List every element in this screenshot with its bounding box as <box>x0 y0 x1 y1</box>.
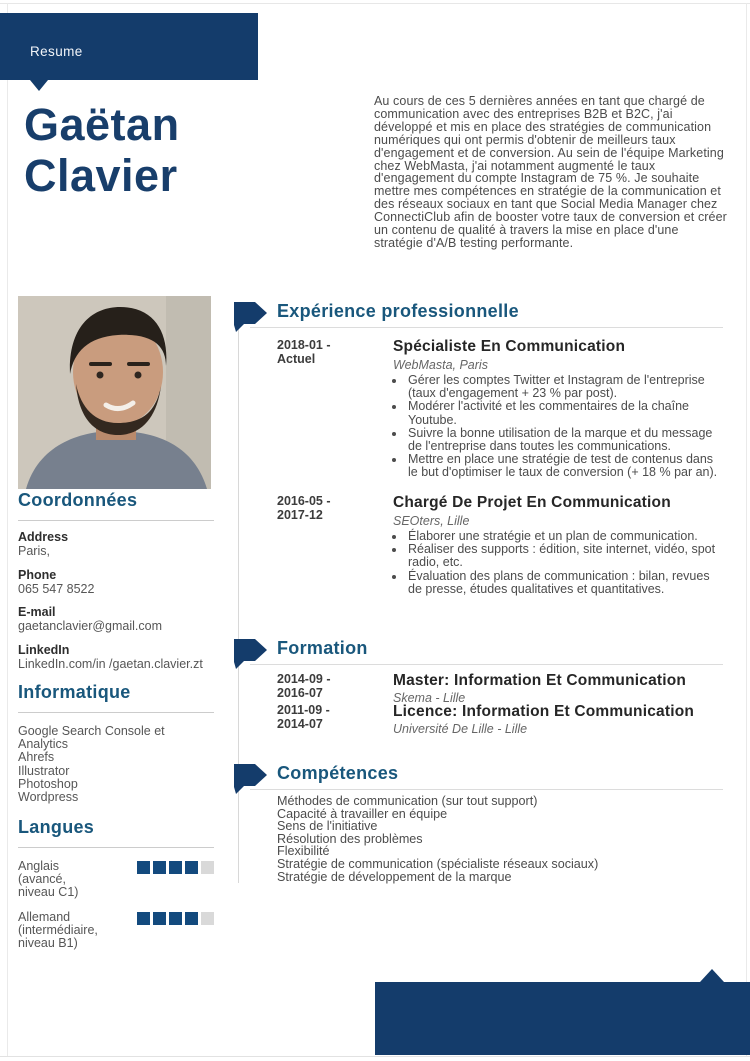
skills-section-title: Compétences <box>277 763 399 783</box>
job-duty: • Élaborer une stratégie et un plan de communication. <box>406 530 725 543</box>
computer-skills-list <box>18 725 214 804</box>
experience-entry <box>277 338 725 480</box>
level-square-filled <box>169 861 182 874</box>
job-title: Spécialiste En Communication <box>393 338 626 355</box>
job-duties-list <box>393 374 725 480</box>
computer-skill-item: Photoshop <box>18 776 78 791</box>
footer-bar-notch <box>700 969 724 982</box>
first-name: Gaëtan <box>24 99 180 150</box>
computer-skills-section <box>18 682 214 804</box>
header-bar-tail <box>30 80 48 91</box>
date-from: 2018-01 - <box>277 338 331 352</box>
education-divider <box>250 664 723 665</box>
contact-item <box>18 605 214 634</box>
education-details <box>393 703 725 736</box>
level-square-filled <box>169 912 182 925</box>
language-row <box>18 911 214 950</box>
contact-item <box>18 568 214 597</box>
date-to: 2016-07 <box>277 686 323 700</box>
contact-item-value: gaetanclavier@gmail.com <box>18 619 163 633</box>
document-tab-label: Resume <box>30 44 83 59</box>
contact-section-title: Coordonnées <box>18 490 214 521</box>
experience-details <box>393 494 725 596</box>
skill-item: Résolution des problèmes <box>277 831 423 846</box>
education-dates <box>277 672 393 705</box>
contact-item-value: 065 547 8522 <box>18 581 95 596</box>
profile-summary: Au cours de ces 5 dernières années en tant que chargé de communication avec des entreprises B2B et B2C, j'ai développé et mis en place des stratégies de communication numériques qui ont permis d'obtenir de meilleurs taux d'engagement et de conversion. Au sein de l'équipe Marketing chez WebMasta, j'ai notamment augmenté le taux d'engagement du compte Instagram de 75 %. Je souhaite mettre mes compétences en stratégie de la communication et des réseaux sociaux en tant que Social Media Manager chez ConnectiClub afin de booster votre taux de conversion et créer un contenu de qualité à travers la mise en place d'une stratégie d'A/B testing performante. <box>374 94 727 250</box>
level-square-filled <box>137 861 150 874</box>
skill-item: Sens de l'initiative <box>277 819 378 834</box>
computer-skill-item: Google Search Console et Analytics <box>18 724 165 752</box>
school-name: Université De Lille - Lille <box>393 722 528 736</box>
job-duty: • Modérer l'activité et les commentaires de la chaîne Youtube. <box>406 400 725 426</box>
profile-photo <box>18 296 211 489</box>
contact-item-label: E-mail <box>18 605 56 619</box>
contact-item-label: LinkedIn <box>18 642 70 657</box>
level-square-filled <box>137 912 150 925</box>
skill-item: Stratégie de développement de la marque <box>277 869 512 884</box>
job-title: Chargé De Projet En Communication <box>393 494 671 511</box>
experience-dates <box>277 494 393 596</box>
section-flag-icon <box>233 300 269 333</box>
education-entry <box>277 703 725 736</box>
education-entry <box>277 672 725 705</box>
skill-item: Capacité à travailler en équipe <box>277 806 448 821</box>
computer-skill-item: Ahrefs <box>18 750 55 765</box>
computer-skills-title: Informatique <box>18 682 214 713</box>
job-duty: • Évaluation des plans de communication : bilan, revues de presse, études qualitatives et quantitatives. <box>406 570 725 596</box>
contact-item-label: Phone <box>18 567 57 582</box>
school-name: Skema - Lille <box>393 691 466 705</box>
level-square-empty <box>201 861 214 874</box>
language-name: Allemand (intermédiaire, niveau B1) <box>18 910 98 950</box>
contact-item <box>18 530 214 559</box>
skills-divider <box>250 789 723 790</box>
experience-entry <box>277 494 725 596</box>
experience-divider <box>250 327 723 328</box>
contact-section <box>18 490 214 671</box>
last-name: Clavier <box>24 150 178 201</box>
page-edge-right <box>746 3 747 1057</box>
skill-item: Méthodes de communication (sur tout support) <box>277 794 538 808</box>
education-details <box>393 672 725 705</box>
languages-title: Langues <box>18 817 214 848</box>
job-duty: • Gérer les comptes Twitter et Instagram de l'entreprise (taux d'engagement + 23 % par post). <box>406 374 725 400</box>
page-edge-top <box>0 3 750 4</box>
language-level-indicator <box>137 911 214 925</box>
contact-item <box>18 643 214 672</box>
education-dates <box>277 703 393 736</box>
level-square-filled <box>153 912 166 925</box>
language-level-indicator <box>137 860 214 874</box>
date-from: 2011-09 - <box>277 703 330 717</box>
language-name: Anglais (avancé, niveau C1) <box>18 859 79 899</box>
page-edge-left <box>7 3 8 1057</box>
education-section-title: Formation <box>277 638 368 658</box>
page-edge-bottom <box>0 1056 750 1057</box>
experience-section-title: Expérience professionnelle <box>277 301 519 321</box>
contact-item-value: Paris, <box>18 544 50 558</box>
date-to: 2017-12 <box>277 508 323 522</box>
computer-skill-item: Wordpress <box>18 790 79 805</box>
section-flag-icon <box>233 762 269 795</box>
languages-section <box>18 817 214 950</box>
experience-dates <box>277 338 393 480</box>
level-square-filled <box>185 912 198 925</box>
contact-list <box>18 530 214 671</box>
job-duty: • Suivre la bonne utilisation de la marque et du message de l'entreprise dans toutes les communications. <box>406 427 725 453</box>
experience-details <box>393 338 725 480</box>
date-from: 2014-09 - <box>277 672 331 686</box>
level-square-filled <box>185 861 198 874</box>
job-company: SEOters, Lille <box>393 514 470 528</box>
level-square-empty <box>201 912 214 925</box>
skills-list <box>277 795 725 883</box>
date-to: 2014-07 <box>277 717 323 731</box>
person-name <box>24 99 180 201</box>
contact-item-value: LinkedIn.com/in /gaetan.clavier.zt <box>18 656 203 671</box>
footer-bar <box>375 982 750 1055</box>
languages-list <box>18 860 214 950</box>
skill-item: Stratégie de communication (spécialiste réseaux sociaux) <box>277 856 599 871</box>
level-square-filled <box>153 861 166 874</box>
degree-title: Licence: Information Et Communication <box>393 703 695 720</box>
date-to: Actuel <box>277 352 316 366</box>
skill-item: Flexibilité <box>277 844 330 859</box>
portrait-illustration <box>18 296 211 489</box>
date-from: 2016-05 - <box>277 494 331 508</box>
language-row <box>18 860 214 899</box>
degree-title: Master: Information Et Communication <box>393 672 687 689</box>
contact-item-label: Address <box>18 530 69 544</box>
computer-skill-item: Illustrator <box>18 763 70 778</box>
job-company: WebMasta, Paris <box>393 358 488 372</box>
job-duty: • Mettre en place une stratégie de test de contenus dans le but d'optimiser le taux de conversion (+ 18 % par an). <box>406 453 725 479</box>
job-duties-list <box>393 530 725 596</box>
job-duty: • Réaliser des supports : édition, site internet, vidéo, spot radio, etc. <box>406 543 725 569</box>
section-flag-icon <box>233 637 269 670</box>
section-timeline-line <box>238 303 239 883</box>
